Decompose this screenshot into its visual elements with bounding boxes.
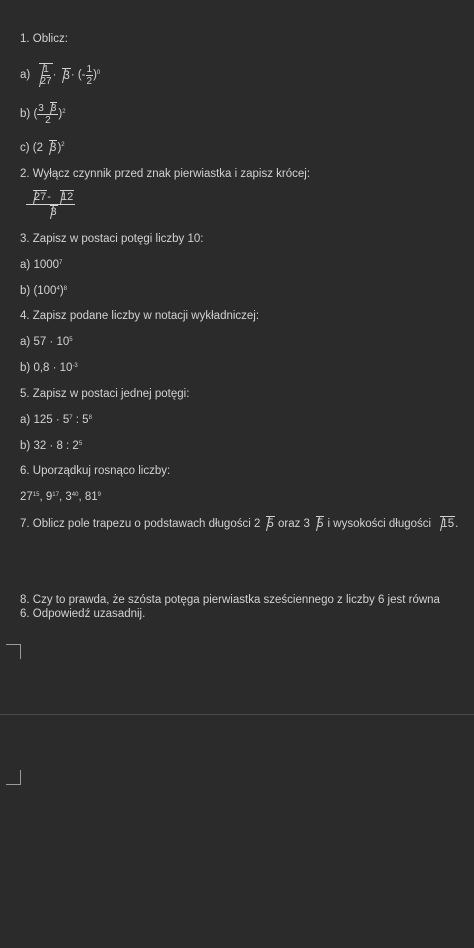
q5-b-label: b) <box>20 440 31 452</box>
q6-e3: 40 <box>71 492 79 498</box>
q7-r2: 5 <box>316 518 324 530</box>
q7-r3: 15 <box>441 518 455 530</box>
q1-a-exp: 0 <box>96 70 101 76</box>
q2-num-b: 12 <box>60 191 74 203</box>
q1-b-den: 2 <box>45 115 51 126</box>
q3-part-b <box>20 284 67 298</box>
q1-part-a <box>20 60 100 90</box>
q1-title: 1. Oblicz: <box>20 33 68 45</box>
q4-part-a <box>20 335 73 349</box>
q1-part-b <box>20 100 66 128</box>
q2-den: 3 <box>50 206 57 218</box>
q1-b-exp: 2 <box>62 109 66 115</box>
q4-b-text: 0,8 · 10 <box>33 362 73 374</box>
q1-c-text: (2 <box>32 142 44 154</box>
q5-b-e1: 5 <box>78 441 83 447</box>
q5-title: 5. Zapisz w postaci jednej potęgi: <box>20 388 190 400</box>
q1-a-half-num: 1 <box>86 63 93 75</box>
q3-b-inner: 4 <box>56 286 60 292</box>
q4-b-label: b) <box>20 362 31 374</box>
q3-a-base: 1000 <box>33 259 60 271</box>
q3-b-exp: 8 <box>63 286 67 292</box>
q5-a-e2: 8 <box>88 415 92 421</box>
q1-a-den: 27 <box>40 76 52 87</box>
q3-title: 3. Zapisz w postaci potęgi liczby 10: <box>20 233 204 245</box>
q1-b-num: 3 <box>38 103 44 114</box>
q7-t3: i wysokości długości <box>324 518 435 530</box>
q3-part-a <box>20 258 62 272</box>
q1-b-open: ( <box>33 108 38 120</box>
q5-part-b <box>20 439 82 453</box>
q6-title: 6. Uporządkuj rosnąco liczby: <box>20 465 171 477</box>
q6-n2: , 9 <box>39 491 53 503</box>
page-break-divider <box>0 714 474 715</box>
q1-a-num: 1 <box>43 64 49 75</box>
q1-b-root: 3 <box>50 103 57 114</box>
q3-b-base: (100 <box>33 285 57 297</box>
q1-a-label: a) <box>20 69 31 81</box>
q1-a-mid: · <box>52 69 57 81</box>
page-corner-bottom-mark <box>6 770 21 785</box>
q5-b-1: 32 · 8 : 2 <box>33 440 79 452</box>
q5-a-1: 125 · 5 <box>33 414 70 426</box>
q3-a-exp: 7 <box>59 260 63 266</box>
q1-a-sqrt-frac <box>39 63 52 87</box>
q6-n4: , 81 <box>78 491 98 503</box>
q2-num-sep: - <box>47 191 54 203</box>
q1-a-tail: · (- <box>70 69 86 81</box>
q3-a-label: a) <box>20 259 31 271</box>
q5-a-label: a) <box>20 414 31 426</box>
q7-t4: . <box>455 518 459 530</box>
q4-b-exp: -3 <box>72 363 78 369</box>
q2-title: 2. Wyłącz czynnik przed znak pierwiastka i zapisz krócej: <box>20 168 311 180</box>
q6-n3: , 3 <box>58 491 72 503</box>
q8-text: 8. Czy to prawda, że szósta potęga pierwiastka sześciennego z liczby 6 jest równa 6. Odpowiedź uzasadnij. <box>20 594 440 620</box>
q4-a-text: 57 · 10 <box>33 336 70 348</box>
q1-c-root: 3 <box>50 142 57 154</box>
q7-r1: 5 <box>267 518 274 530</box>
q1-c-label: c) <box>20 142 30 154</box>
q2-expression <box>26 190 75 222</box>
q6-n1: 27 <box>20 491 33 503</box>
q1-part-c <box>20 140 65 155</box>
q1-b-label: b) <box>20 108 31 120</box>
q4-part-b <box>20 361 78 375</box>
q2-num-a: 27 <box>34 191 47 203</box>
q7-t1: 7. Oblicz pole trapezu o podstawach długości 2 <box>20 518 261 530</box>
q1-c-exp: 2 <box>61 142 65 148</box>
q6-e4: 9 <box>97 492 101 498</box>
q1-b-close: ) <box>58 108 63 120</box>
q1-a-half-den: 2 <box>86 75 93 87</box>
q6-e2: 17 <box>52 492 59 498</box>
q4-a-exp: 5 <box>69 337 73 343</box>
q6-e1: 15 <box>32 492 40 498</box>
q4-title: 4. Zapisz podane liczby w notacji wykładniczej: <box>20 310 260 322</box>
q7-t2: oraz 3 <box>274 518 310 530</box>
q4-a-label: a) <box>20 336 31 348</box>
q3-b-label: b) <box>20 285 31 297</box>
q5-a-2: : 5 <box>72 414 89 426</box>
page-corner-top-mark <box>6 644 21 659</box>
q7-text <box>20 516 458 531</box>
q1-a-close: ) <box>93 69 97 81</box>
q5-part-a <box>20 413 92 427</box>
q1-a-sqrt: 3 <box>63 69 70 82</box>
q1-c-close: ) <box>57 142 62 154</box>
q6-numbers <box>20 490 101 504</box>
q5-a-e1: 7 <box>69 415 73 421</box>
q3-b-close: ) <box>59 285 64 297</box>
